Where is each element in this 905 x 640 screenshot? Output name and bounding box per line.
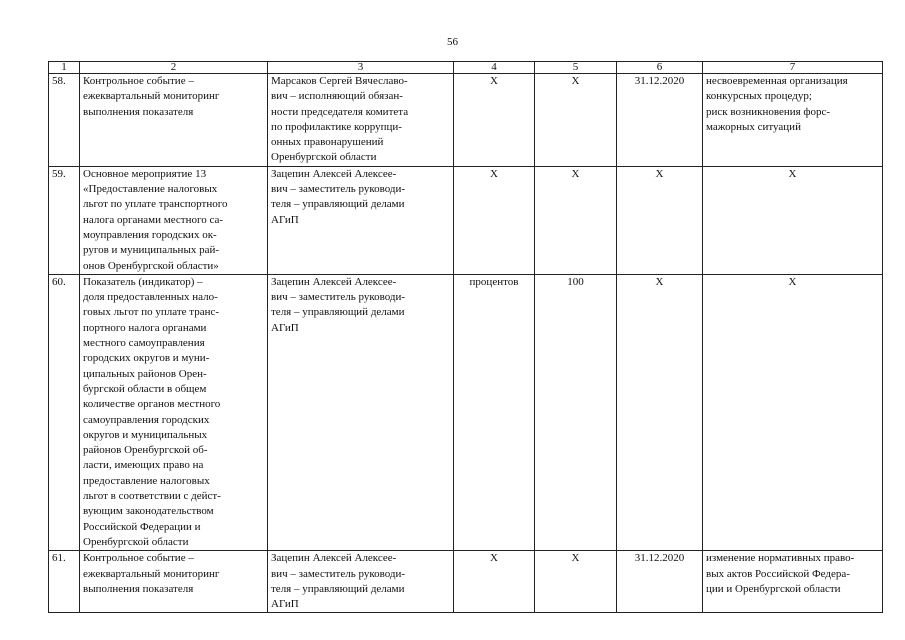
date-cell: 31.12.2020: [617, 74, 703, 167]
header-col-3: 3: [268, 62, 454, 74]
header-row: [49, 62, 883, 74]
table-row: [49, 274, 883, 550]
responsible-cell: Зацепин Алексей Алексее- вич – заместитель руководи- теля – управляющий делами АГиП: [268, 166, 454, 274]
unit-cell: процентов: [454, 274, 535, 550]
risks-cell: Х: [703, 166, 883, 274]
value-cell: Х: [535, 166, 617, 274]
header-col-4: 4: [454, 62, 535, 74]
value-cell: 100: [535, 274, 617, 550]
page-number: 56: [447, 36, 458, 48]
risks-cell: изменение нормативных право- вых актов Российской Федера- ции и Оренбургской области: [703, 551, 883, 613]
event-cell: Контрольное событие – ежеквартальный мониторинг выполнения показателя: [80, 551, 268, 613]
event-cell: Основное мероприятие 13 «Предоставление налоговых льгот по уплате транспортного налога органами местного са- моуправления городских ок- ругов и муниципальных рай- онов Оренбургской области»: [80, 166, 268, 274]
row-number: 61.: [49, 551, 80, 613]
header-col-1: 1: [49, 62, 80, 74]
header-col-7: 7: [703, 62, 883, 74]
row-number: 59.: [49, 166, 80, 274]
header-col-2: 2: [80, 62, 268, 74]
header-col-6: 6: [617, 62, 703, 74]
risks-cell: несвоевременная организация конкурсных процедур; риск возникновения форс- мажорных ситуаций: [703, 74, 883, 167]
row-number: 58.: [49, 74, 80, 167]
row-number: 60.: [49, 274, 80, 550]
responsible-cell: Марсаков Сергей Вячеславо- вич – исполняющий обязан- ности председателя комитета по профилактике коррупци- онных правонарушений Оренбургской области: [268, 74, 454, 167]
table-row: [49, 74, 883, 167]
date-cell: Х: [617, 274, 703, 550]
header-col-5: 5: [535, 62, 617, 74]
plan-table: [48, 61, 883, 613]
responsible-cell: Зацепин Алексей Алексее- вич – заместитель руководи- теля – управляющий делами АГиП: [268, 551, 454, 613]
table-row: [49, 551, 883, 613]
event-cell: Контрольное событие – ежеквартальный мониторинг выполнения показателя: [80, 74, 268, 167]
table-row: [49, 166, 883, 274]
responsible-cell: Зацепин Алексей Алексее- вич – заместитель руководи- теля – управляющий делами АГиП: [268, 274, 454, 550]
value-cell: Х: [535, 74, 617, 167]
event-cell: Показатель (индикатор) – доля предоставленных нало- говых льгот по уплате транс- портного налога органами местного самоуправления городских округов и муни- ципальных районов Орен- бургской области в общем количестве органов местного самоуправления городских округов и муниципальных районов Оренбургской об- ласти, имеющих право на предоставление налоговых льгот в соответствии с дейст- вующим законодательством Российской Федерации и Оренбургской области: [80, 274, 268, 550]
unit-cell: Х: [454, 551, 535, 613]
unit-cell: Х: [454, 166, 535, 274]
unit-cell: Х: [454, 74, 535, 167]
date-cell: 31.12.2020: [617, 551, 703, 613]
value-cell: Х: [535, 551, 617, 613]
risks-cell: Х: [703, 274, 883, 550]
date-cell: Х: [617, 166, 703, 274]
